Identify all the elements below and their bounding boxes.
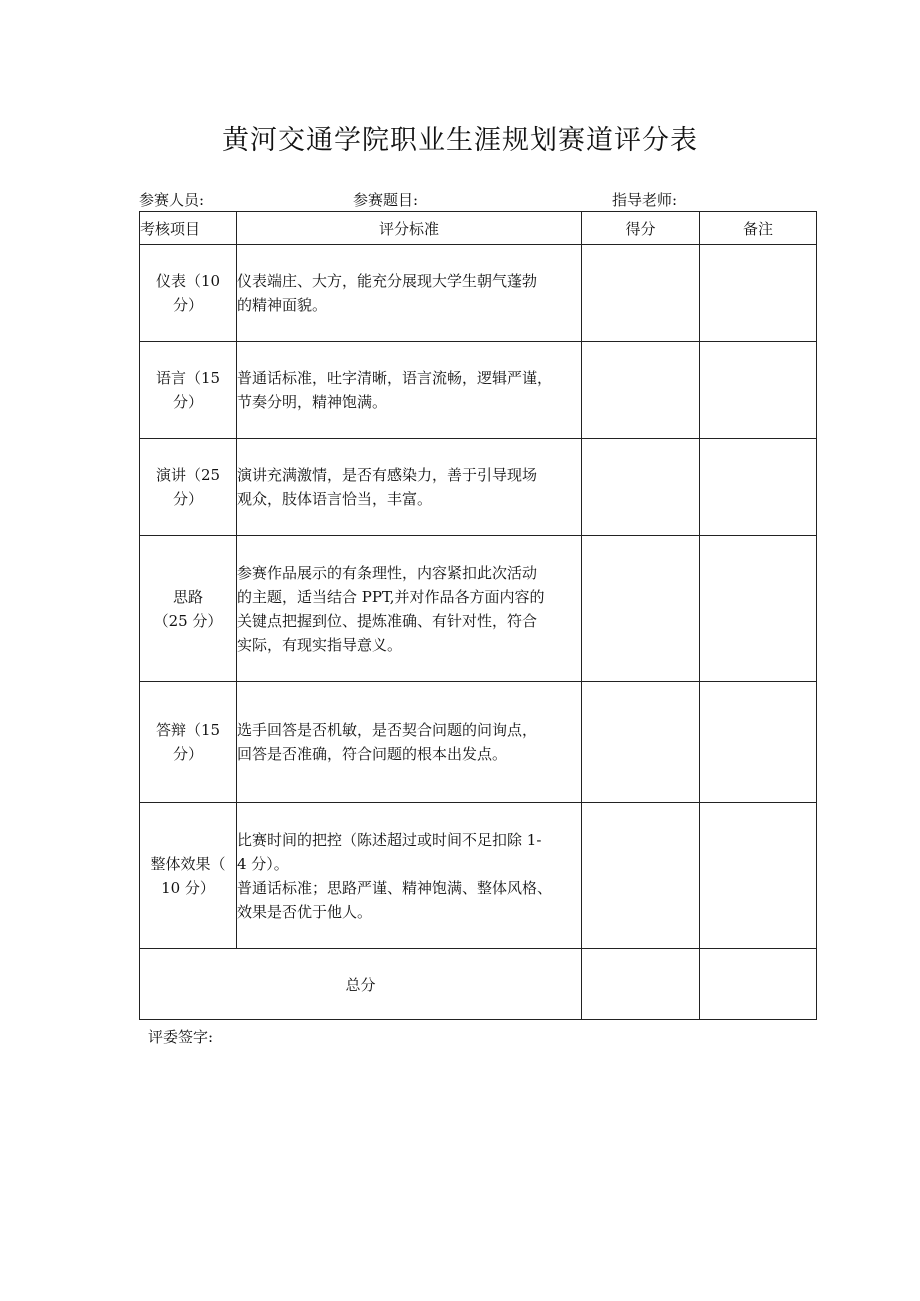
score-cell[interactable] [582, 439, 700, 536]
criteria-line: 观众，肢体语言恰当，丰富。 [237, 490, 433, 508]
criteria-line: 实际，有现实指导意义。 [237, 635, 403, 654]
table-row-appearance [140, 245, 817, 342]
page-title: 黄河交通学院职业生涯规划赛道评分表 [222, 125, 698, 156]
table-row-total [140, 949, 817, 1020]
score-cell[interactable] [582, 536, 700, 682]
score-cell[interactable] [582, 342, 700, 439]
score-cell[interactable] [582, 682, 700, 803]
criteria-cell [237, 536, 582, 682]
criteria-line: 关键点把握到位、提炼准确、有针对性，符合 [237, 611, 538, 630]
criteria-line: 效果是否优于他人。 [237, 902, 373, 921]
score-cell[interactable] [582, 245, 700, 342]
criteria-line: 参赛作品展示的有条理性，内容紧扣此次活动 [237, 563, 538, 582]
header-item: 考核项目 [140, 212, 237, 245]
total-remark-cell[interactable] [700, 949, 817, 1020]
item-label-line: 答辩（15 [155, 721, 221, 739]
header-remark: 备注 [700, 212, 817, 245]
criteria-line: 的精神面貌。 [237, 296, 328, 314]
header-row [140, 212, 817, 245]
advisor-label: 指导老师: [612, 191, 678, 209]
criteria-line: 演讲充满激情，是否有感染力，善于引导现场 [237, 466, 538, 484]
criteria-line: 节奏分明，精神饱满。 [237, 393, 388, 411]
item-label-line: （25 分） [153, 611, 223, 630]
remark-cell[interactable] [700, 682, 817, 803]
criteria-line: 回答是否准确，符合问题的根本出发点。 [237, 745, 508, 763]
criteria-cell [237, 803, 582, 949]
criteria-line: 仪表端庄、大方，能充分展现大学生朝气蓬勃 [237, 272, 538, 290]
item-label-line: 分） [172, 745, 203, 763]
item-cell [140, 245, 237, 342]
table-row-speech [140, 439, 817, 536]
item-label-line: 思路 [172, 587, 203, 606]
judge-signature-label: 评委签字: [148, 1028, 214, 1046]
criteria-line: 普通话标准，吐字清晰，语言流畅，逻辑严谨， [237, 369, 553, 387]
criteria-cell [237, 439, 582, 536]
item-cell [140, 439, 237, 536]
criteria-cell [237, 245, 582, 342]
item-label-line: 分） [172, 490, 203, 508]
item-cell [140, 682, 237, 803]
participant-label: 参赛人员: [139, 191, 205, 209]
item-cell [140, 342, 237, 439]
remark-cell[interactable] [700, 439, 817, 536]
criteria-cell [237, 682, 582, 803]
item-label-line: 演讲（25 [155, 466, 221, 484]
criteria-line: 选手回答是否机敏，是否契合问题的问询点， [237, 721, 538, 739]
remark-cell[interactable] [700, 536, 817, 682]
item-label-line: 10 分） [161, 878, 215, 897]
table-row-thinking [140, 536, 817, 682]
criteria-line: 4 分）。 [237, 854, 289, 873]
score-cell[interactable] [582, 803, 700, 949]
item-label-line: 分） [172, 296, 203, 314]
item-label-line: 整体效果（ [150, 854, 226, 873]
item-cell [140, 803, 237, 949]
table-row-language [140, 342, 817, 439]
criteria-cell [237, 342, 582, 439]
score-table [139, 211, 817, 1020]
criteria-line: 比赛时间的把控（陈述超过或时间不足扣除 1- [237, 830, 542, 849]
total-score-cell[interactable] [582, 949, 700, 1020]
criteria-line: 普通话标准；思路严谨、精神饱满、整体风格、 [237, 878, 553, 897]
total-label: 总分 [140, 949, 582, 1020]
table-row-overall [140, 803, 817, 949]
item-label-line: 语言（15 [155, 369, 221, 387]
item-label-line: 分） [172, 393, 203, 411]
table-row-defense [140, 682, 817, 803]
header-score: 得分 [582, 212, 700, 245]
item-label-line: 仪表（10 [155, 272, 221, 290]
topic-label: 参赛题目: [353, 191, 419, 209]
remark-cell[interactable] [700, 803, 817, 949]
criteria-line: 的主题，适当结合 PPT,并对作品各方面内容的 [237, 587, 545, 606]
item-cell [140, 536, 237, 682]
remark-cell[interactable] [700, 342, 817, 439]
header-criteria: 评分标准 [237, 212, 582, 245]
remark-cell[interactable] [700, 245, 817, 342]
